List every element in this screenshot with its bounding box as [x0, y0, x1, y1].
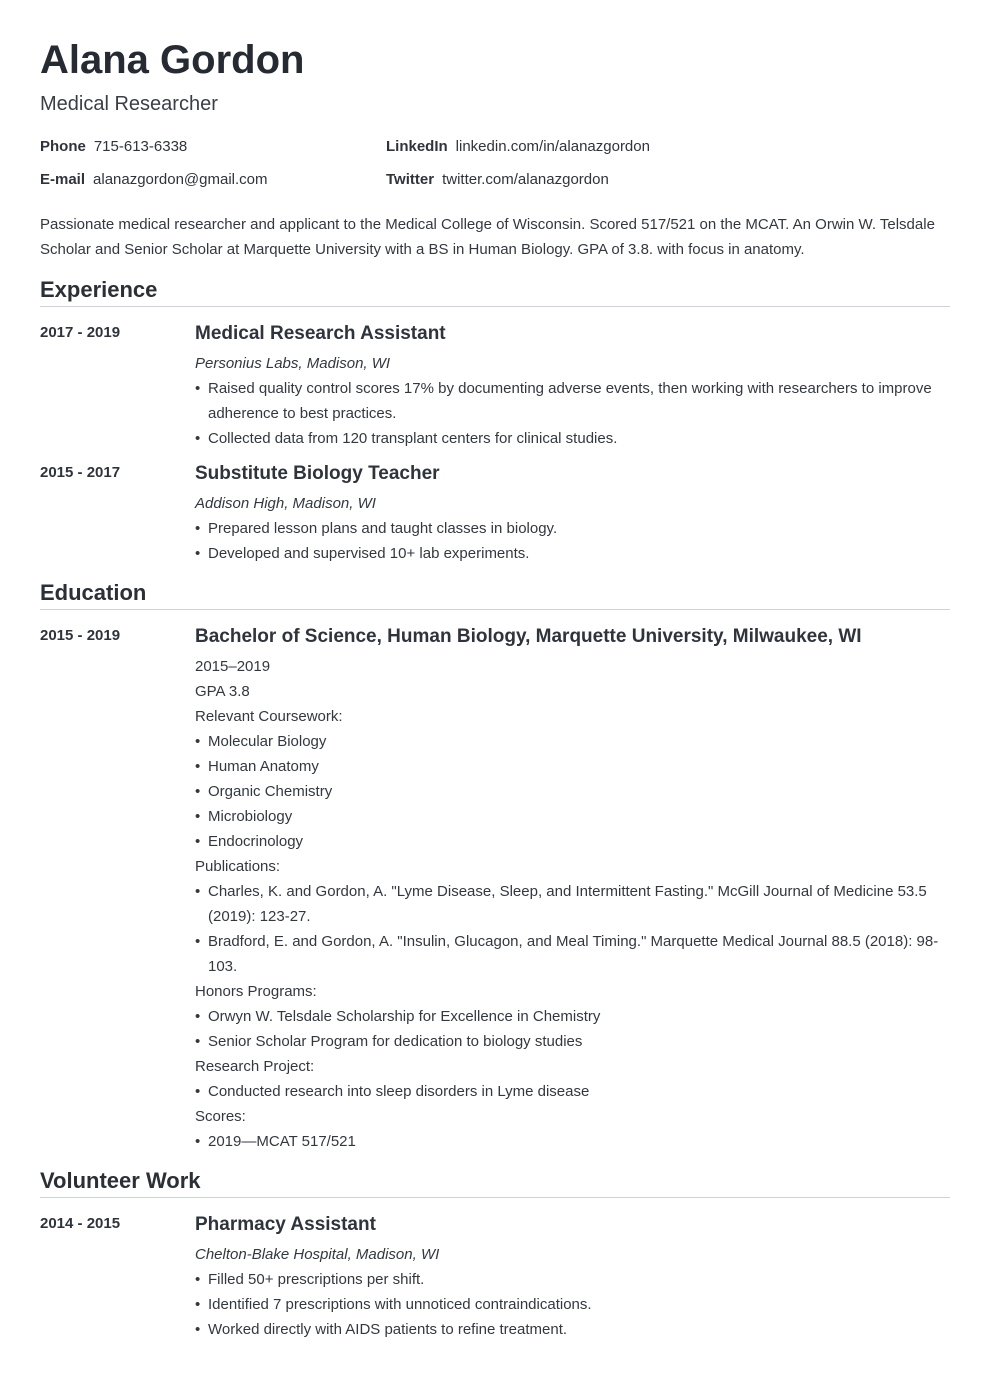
honors-item: • Orwyn W. Telsdale Scholarship for Excellence in Chemistry: [195, 1004, 950, 1029]
coursework-item: • Human Anatomy: [195, 754, 950, 779]
coursework-item: • Molecular Biology: [195, 729, 950, 754]
entry-body: [195, 323, 950, 451]
honors-label: Honors Programs:: [195, 983, 317, 1000]
publication-item: • Bradford, E. and Gordon, A. "Insulin, Glucagon, and Meal Timing." Marquette Medical Journal 88.5 (2018): 98-103.: [195, 929, 950, 979]
scores-label: Scores:: [195, 1108, 246, 1125]
entry-body: [195, 463, 950, 566]
bullet-item: • Raised quality control scores 17% by documenting adverse events, then working with researchers to improve adherence to best practices.: [195, 376, 950, 426]
honors-item: • Senior Scholar Program for dedication to biology studies: [195, 1029, 950, 1054]
entry-organization: Addison High, Madison, WI: [195, 495, 376, 512]
bullet-item: • Developed and supervised 10+ lab experiments.: [195, 541, 950, 566]
entry-role: Medical Research Assistant: [195, 323, 446, 344]
publication-item: • Charles, K. and Gordon, A. "Lyme Disease, Sleep, and Intermittent Fasting." McGill Journal of Medicine 53.5 (2019): 123-27.: [195, 879, 950, 929]
bullet-item: • Worked directly with AIDS patients to refine treatment.: [195, 1317, 950, 1342]
score-item: • 2019—MCAT 517/521: [195, 1129, 950, 1154]
volunteer-heading: Volunteer Work: [40, 1167, 950, 1198]
education-gpa: GPA 3.8: [195, 683, 250, 700]
contact-phone: [40, 137, 187, 157]
entry-organization: Personius Labs, Madison, WI: [195, 355, 391, 372]
contact-linkedin: [386, 137, 650, 157]
entry-bullets: [195, 1267, 950, 1342]
entry-bullets: [195, 376, 950, 451]
research-label: Research Project:: [195, 1058, 315, 1075]
entry-body: [195, 1214, 950, 1342]
entry-body: [195, 626, 950, 1154]
entry-dates: 2015 - 2017: [40, 464, 121, 481]
entry-role: Pharmacy Assistant: [195, 1214, 376, 1235]
twitter-label: Twitter: [386, 171, 435, 188]
honors-list: [195, 1004, 950, 1054]
bullet-item: • Prepared lesson plans and taught classes in biology.: [195, 516, 950, 541]
contact-twitter: [386, 170, 609, 190]
experience-section: [40, 276, 950, 307]
publications-list: [195, 879, 950, 979]
email-value[interactable]: alanazgordon@gmail.com: [93, 171, 268, 188]
candidate-name: Alana Gordon: [40, 38, 305, 82]
research-list: [195, 1079, 950, 1104]
entry-organization: Chelton-Blake Hospital, Madison, WI: [195, 1246, 440, 1263]
contact-email: [40, 170, 268, 190]
volunteer-section: [40, 1167, 950, 1198]
entry-dates: 2015 - 2019: [40, 627, 121, 644]
publications-label: Publications:: [195, 858, 281, 875]
twitter-link[interactable]: twitter.com/alanazgordon: [442, 171, 609, 188]
bullet-item: • Filled 50+ prescriptions per shift.: [195, 1267, 950, 1292]
job-title: Medical Researcher: [40, 93, 218, 115]
education-years: 2015–2019: [195, 658, 271, 675]
linkedin-link[interactable]: linkedin.com/in/alanazgordon: [455, 138, 650, 155]
bullet-item: • Identified 7 prescriptions with unnoticed contraindications.: [195, 1292, 950, 1317]
coursework-item: • Organic Chemistry: [195, 779, 950, 804]
scores-list: [195, 1129, 950, 1154]
linkedin-label: LinkedIn: [386, 138, 448, 155]
entry-bullets: [195, 516, 950, 566]
research-item: • Conducted research into sleep disorders in Lyme disease: [195, 1079, 950, 1104]
education-heading: Education: [40, 579, 950, 610]
email-label: E-mail: [40, 171, 86, 188]
entry-dates: 2014 - 2015: [40, 1215, 121, 1232]
entry-role: Substitute Biology Teacher: [195, 463, 440, 484]
phone-label: Phone: [40, 138, 86, 155]
coursework-list: [195, 729, 950, 854]
phone-value: 715-613-6338: [93, 138, 188, 155]
education-section: [40, 579, 950, 610]
coursework-item: • Endocrinology: [195, 829, 950, 854]
coursework-item: • Microbiology: [195, 804, 950, 829]
coursework-label: Relevant Coursework:: [195, 708, 343, 725]
experience-heading: Experience: [40, 276, 950, 307]
entry-dates: 2017 - 2019: [40, 324, 121, 341]
bullet-item: • Collected data from 120 transplant centers for clinical studies.: [195, 426, 950, 451]
profile-summary: Passionate medical researcher and applicant to the Medical College of Wisconsin. Scored 517/521 on the MCAT. An Orwin W. Telsdale Scholar and Senior Scholar at Marquette University with a BS in Human Biology. GPA of 3.8. with focus in anatomy.: [40, 216, 935, 258]
degree-title: Bachelor of Science, Human Biology, Marquette University, Milwaukee, WI: [195, 626, 862, 647]
